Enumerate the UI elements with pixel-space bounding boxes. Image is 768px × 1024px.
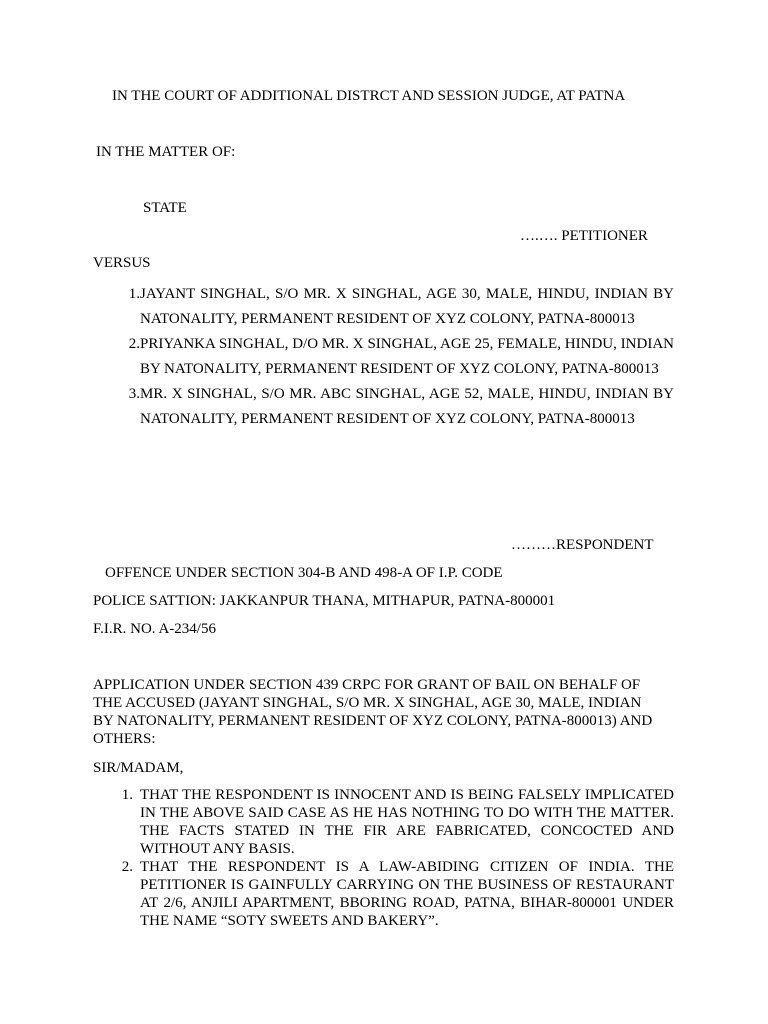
grounds-list: [93, 786, 674, 930]
respondent-label: ………RESPONDENT: [511, 537, 654, 553]
list-number: 3.: [128, 386, 140, 402]
fir-number: F.I.R. NO. A-234/56: [93, 621, 216, 637]
list-item: [93, 786, 674, 858]
ground-text: THAT THE RESPONDENT IS INNOCENT AND IS BEING FALSELY IMPLICATED IN THE ABOVE SAID CASE AS HE HAS NOTHING TO DO WITH THE MATTER. THE FACTS STATED IN THE FIR ARE FABRICATED, CONCOCTED AND WITHOUT ANY BASIS.: [140, 787, 674, 857]
list-item: [93, 282, 674, 332]
salutation: SIR/MADAM,: [93, 760, 184, 776]
respondent-details: MR. X SINGHAL, S/O MR. ABC SINGHAL, AGE 52, MALE, HINDU, INDIAN BY NATONALITY, PERMANENT RESIDENT OF XYZ COLONY, PATNA-800013: [140, 386, 674, 427]
petitioner-name: STATE: [143, 200, 187, 216]
list-item: [93, 858, 674, 930]
petitioner-label: ….…. PETITIONER: [520, 228, 648, 244]
list-item: [93, 332, 674, 382]
list-number: 2.: [121, 859, 133, 875]
application-paragraph: APPLICATION UNDER SECTION 439 CRPC FOR GRANT OF BAIL ON BEHALF OF THE ACCUSED (JAYANT SINGHAL, S/O MR. X SINGHAL, AGE 30, MALE, INDIAN BY NATONALITY, PERMANENT RESIDENT OF XYZ COLONY, PATNA-800013) AND OTHERS:: [93, 677, 653, 747]
offence-line: OFFENCE UNDER SECTION 304-B AND 498-A OF I.P. CODE: [105, 565, 503, 581]
court-title: IN THE COURT OF ADDITIONAL DISTRCT AND SESSION JUDGE, AT PATNA: [112, 88, 626, 104]
list-number: 1.: [128, 286, 140, 302]
list-item: [93, 382, 674, 432]
respondent-details: JAYANT SINGHAL, S/O MR. X SINGHAL, AGE 30, MALE, HINDU, INDIAN BY NATONALITY, PERMANENT RESIDENT OF XYZ COLONY, PATNA-800013: [140, 286, 674, 327]
respondents-list: [93, 282, 674, 432]
versus-label: VERSUS: [93, 255, 151, 271]
ground-text: THAT THE RESPONDENT IS A LAW-ABIDING CITIZEN OF INDIA. THE PETITIONER IS GAINFULLY CARRYING ON THE BUSINESS OF RESTAURANT AT 2/6, ANJILI APARTMENT, BBORING ROAD, PATNA, BIHAR-800001 UNDER THE NAME “SOTY SWEETS AND BAKERY”.: [140, 859, 674, 929]
list-number: 1.: [121, 787, 133, 803]
matter-heading: IN THE MATTER OF:: [96, 144, 236, 160]
respondent-details: PRIYANKA SINGHAL, D/O MR. X SINGHAL, AGE 25, FEMALE, HINDU, INDIAN BY NATONALITY, PERMANENT RESIDENT OF XYZ COLONY, PATNA-800013: [140, 336, 674, 377]
police-station-line: POLICE SATTION: JAKKANPUR THANA, MITHAPUR, PATNA-800001: [93, 593, 556, 609]
list-number: 2.: [128, 336, 140, 352]
